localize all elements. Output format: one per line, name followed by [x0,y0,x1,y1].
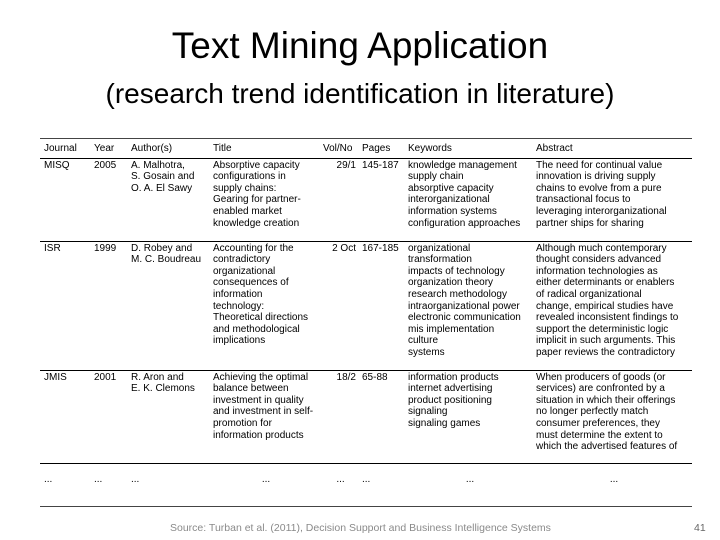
cell-title: Absorptive capacity configurations in supply chains: Gearing for partner- enabled market knowledge creation [209,158,319,241]
cell-vol-no: 29/1 [319,158,358,241]
cell-authors: R. Aron and E. K. Clemons [127,370,209,463]
header-keywords: Keywords [404,139,532,159]
table-row [40,241,692,370]
cell-journal: ISR [40,241,90,370]
cell-year: 2005 [90,158,127,241]
page-number: 41 [694,522,706,534]
cell-vol-no: 18/2 [319,370,358,463]
table-row [40,370,692,463]
cell-pages: 145-187 [358,158,404,241]
cell-keywords: information products internet advertising product positioning signaling signaling games [404,370,532,463]
header-abstract: Abstract [532,139,692,159]
ellipsis-keywords: ... [404,463,532,506]
table-row [40,158,692,241]
source-citation: Source: Turban et al. (2011), Decision Support and Business Intelligence Systems [170,522,551,534]
cell-year: 2001 [90,370,127,463]
header-year: Year [90,139,127,159]
cell-abstract: When producers of goods (or services) are confronted by a situation in which their offerings no longer perfectly match consumer preferences, they must determine the extent to which the advertised features of [532,370,692,463]
table-header-row [40,139,692,159]
ellipsis-abstract: ... [532,463,692,506]
cell-authors: D. Robey and M. C. Boudreau [127,241,209,370]
slide-subtitle: (research trend identification in literature) [105,78,615,109]
header-journal: Journal [40,139,90,159]
header-authors: Author(s) [127,139,209,159]
slide-title: Text Mining Application [171,25,549,66]
cell-abstract: The need for continual value innovation is driving supply chains to evolve from a pure transactional focus to leveraging interorganizational partner ships for sharing [532,158,692,241]
header-title: Title [209,139,319,159]
table-row-ellipsis [40,463,692,506]
cell-vol-no: 2 Oct [319,241,358,370]
cell-journal: MISQ [40,158,90,241]
cell-title: Accounting for the contradictory organizational consequences of information technology: Theoretical directions and methodological implications [209,241,319,370]
cell-abstract: Although much contemporary thought considers advanced information technologies as either determinants or enablers of radical organizational change, empirical studies have revealed inconsistent findings to support the deterministic logic implicit in such arguments. This paper reviews the contradictory [532,241,692,370]
ellipsis-pages: ... [358,463,404,506]
cell-pages: 167-185 [358,241,404,370]
ellipsis-year: ... [90,463,127,506]
cell-journal: JMIS [40,370,90,463]
ellipsis-journal: ... [40,463,90,506]
cell-year: 1999 [90,241,127,370]
ellipsis-title: ... [209,463,319,506]
cell-keywords: knowledge management supply chain absorptive capacity interorganizational information systems configuration approaches [404,158,532,241]
cell-title: Achieving the optimal balance between investment in quality and investment in self- promotion for information products [209,370,319,463]
ellipsis-authors: ... [127,463,209,506]
header-pages: Pages [358,139,404,159]
cell-keywords: organizational transformation impacts of technology organization theory research methodology intraorganizational power electronic communication mis implementation culture systems [404,241,532,370]
ellipsis-vol-no: ... [319,463,358,506]
header-vol-no: Vol/No [319,139,358,159]
cell-authors: A. Malhotra, S. Gosain and O. A. El Sawy [127,158,209,241]
literature-table [40,138,692,507]
cell-pages: 65-88 [358,370,404,463]
literature-table-container [40,138,692,507]
